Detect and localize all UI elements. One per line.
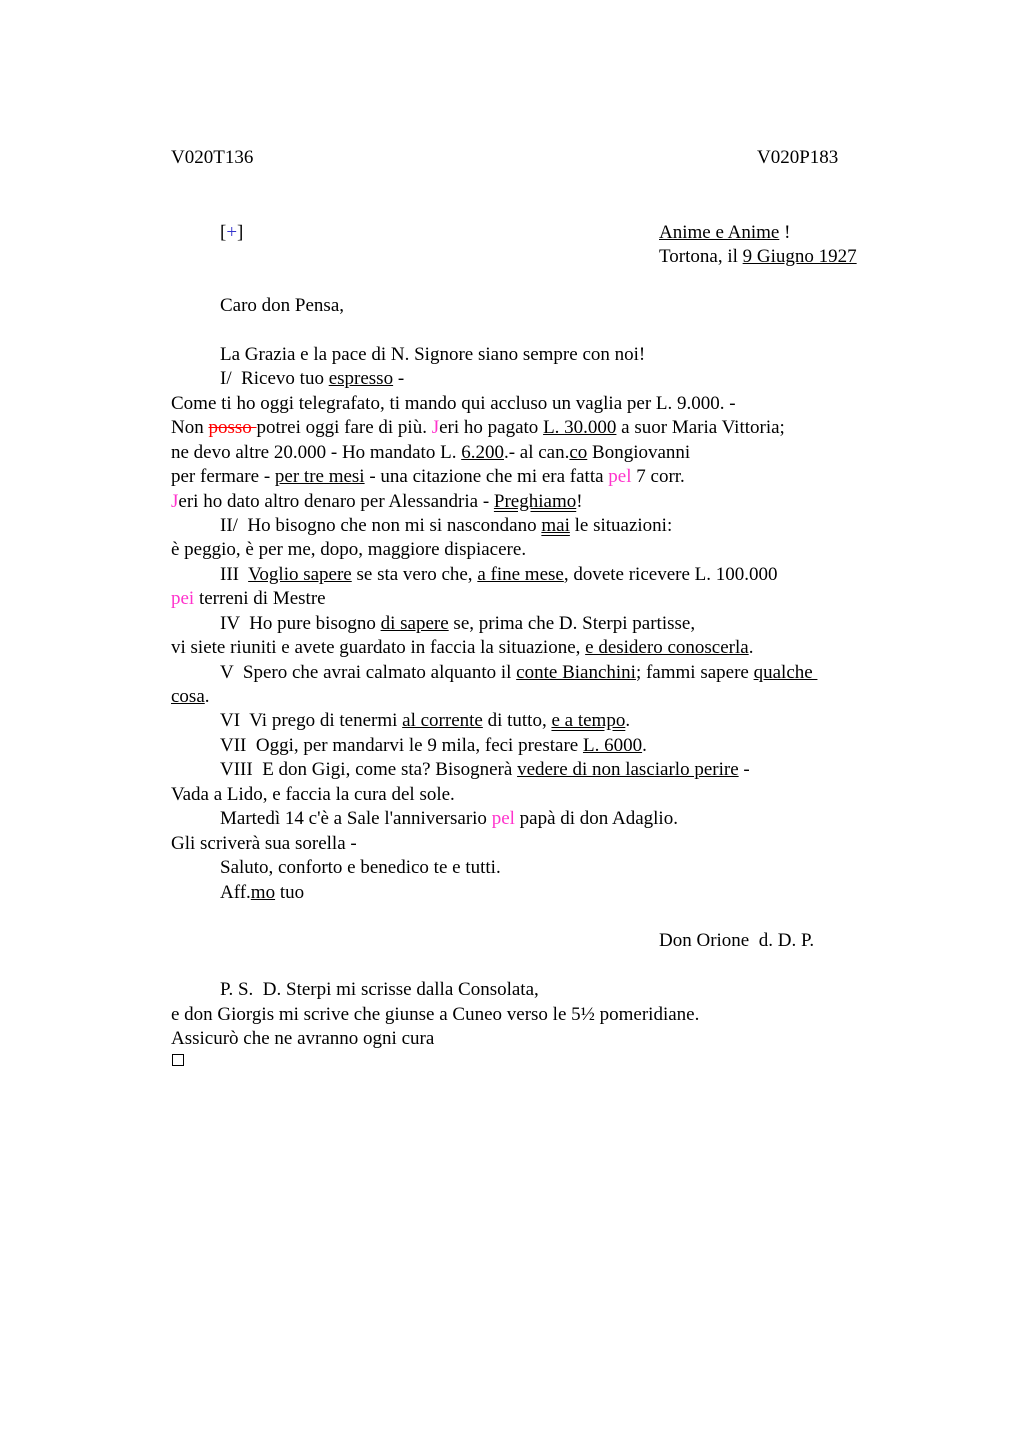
body-line: III Voglio sapere se sta vero che, a fine mese, dovete ricevere L. 100.000 [220,564,778,585]
body-line: La Grazia e la pace di N. Signore siano sempre con noi! [220,344,646,365]
body-line: pei terreni di Mestre [171,588,326,609]
body-line: per fermare - per tre mesi - una citazione che mi era fatta pel 7 corr. [171,466,685,487]
place-date: Tortona, il 9 Giugno 1927 [659,246,857,267]
end-square-icon [172,1054,184,1066]
body-line: IV Ho pure bisogno di sapere se, prima che D. Sterpi partisse, [220,613,696,634]
body-line: VII Oggi, per mandarvi le 9 mila, feci prestare L. 6000. [220,735,647,756]
body-line: Martedì 14 c'è a Sale l'anniversario pel papà di don Adaglio. [220,808,678,829]
body-line: Gli scriverà sua sorella - [171,833,357,854]
body-line: VIII E don Gigi, come sta? Bisognerà vedere di non lasciarlo perire - [220,759,750,780]
body-line: VI Vi prego di tenermi al corrente di tutto, e a tempo. [220,710,631,731]
body-line: V Spero che avrai calmato alquanto il conte Bianchini; fammi sapere qualche [220,662,818,683]
body-line: I/ Ricevo tuo espresso - [220,368,405,389]
cross-mark: [+] [220,222,244,243]
body-line: Come ti ho oggi telegrafato, ti mando qui accluso un vaglia per L. 9.000. - [171,393,736,414]
cross-icon: + [226,222,238,243]
motto: Anime e Anime ! [659,222,791,243]
body-line: Non posso potrei oggi fare di più. Jeri ho pagato L. 30.000 a suor Maria Vittoria; [171,417,785,438]
postscript-line: Assicurò che ne avranno ogni cura [171,1028,435,1049]
body-line: vi siete riuniti e avete guardato in faccia la situazione, e desidero conoscerla. [171,637,754,658]
body-line: Vada a Lido, e faccia la cura del sole. [171,784,455,805]
struck-word: posso [208,417,257,438]
body-line: Saluto, conforto e benedico te e tutti. [220,857,501,878]
document-code-right: V020P183 [757,147,839,168]
body-line: Jeri ho dato altro denaro per Alessandria - Preghiamo! [171,491,583,512]
signature: Don Orione d. D. P. [659,930,815,951]
postscript-line: e don Giorgis mi scrive che giunse a Cuneo verso le 5½ pomeridiane. [171,1004,700,1025]
body-line: II/ Ho bisogno che non mi si nascondano mai le situazioni: [220,515,673,536]
salutation: Caro don Pensa, [220,295,345,316]
body-line: è peggio, è per me, dopo, maggiore dispiacere. [171,539,527,560]
closing: Aff.mo tuo [220,882,305,903]
document-code-left: V020T136 [171,147,254,168]
body-line: ne devo altre 20.000 - Ho mandato L. 6.200.- al can.co Bongiovanni [171,442,691,463]
body-line: cosa. [171,686,210,707]
postscript-line: P. S. D. Sterpi mi scrisse dalla Consolata, [220,979,539,1000]
